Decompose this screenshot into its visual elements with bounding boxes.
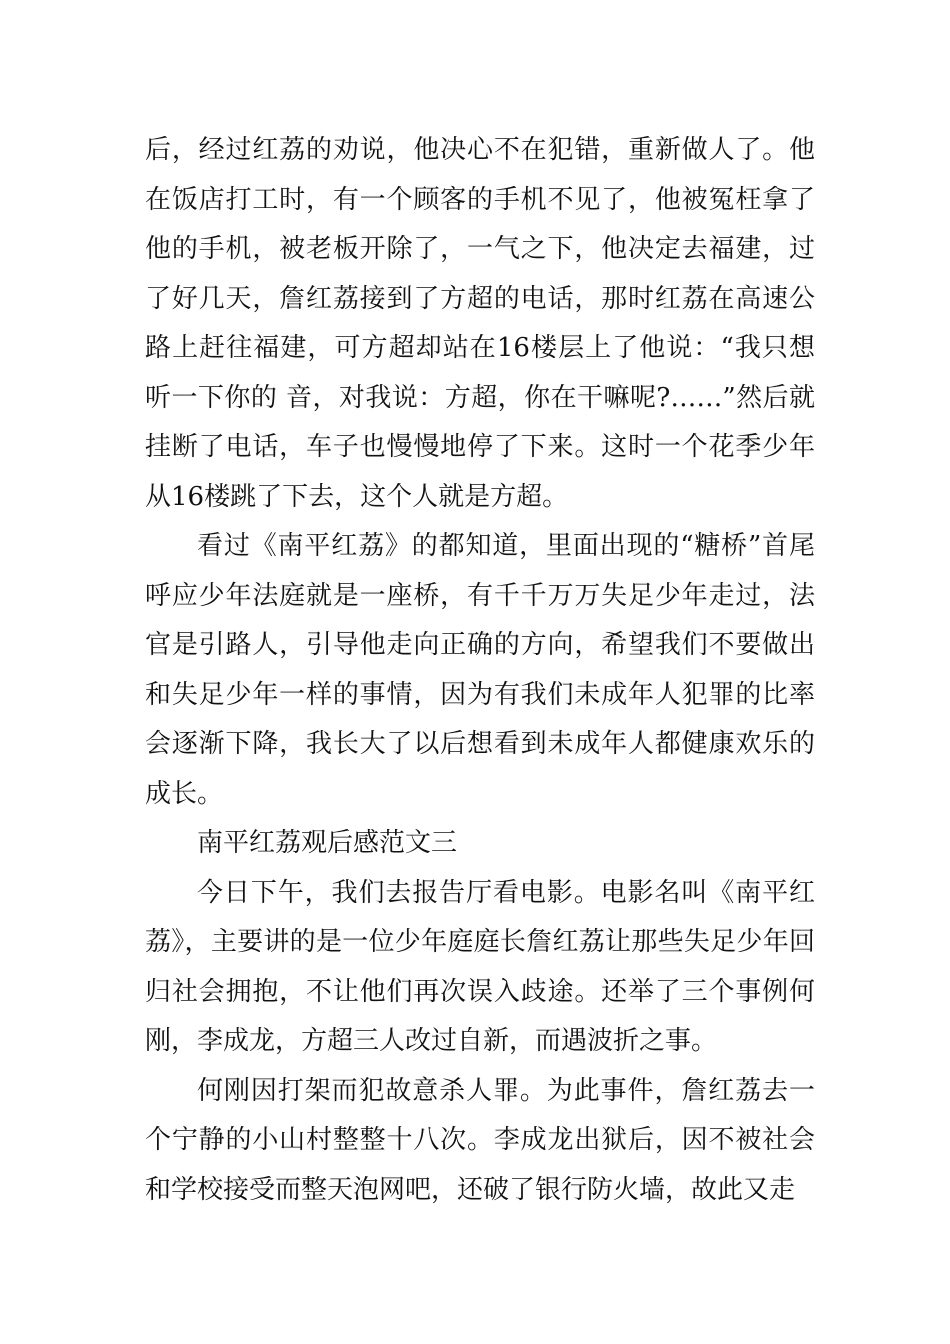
- paragraph-hegang-story: 何刚因打架而犯故意杀人罪。为此事件，詹红荔去一个宁静的小山村整整十八次。李成龙出狱后，因不被社会和学校接受而整天泡网吧，还破了银行防火墙，故此又走: [145, 1075, 815, 1205]
- section-heading: 南平红荔观后感范文三: [197, 828, 458, 858]
- paragraph-continuation: 后，经过红荔的劝说，他决心不在犯错，重新做人了。他在饭店打工时，有一个顾客的手机不见了，他被冤枉拿了他的手机，被老板开除了，一气之下，他决定去福建，过了好几天，詹红荔接到了方超的电话，那时红荔在高速公路上赶往福建，可方超却站在16楼层上了他说：“我只想听一下你的 音，对我说：方超，你在干嘛呢?……”然后就挂断了电话，车子也慢慢地停了下来。这时一个花季少年从16楼跳了下去，这个人就是方超。: [145, 135, 815, 512]
- document-page: [145, 126, 815, 1215]
- paragraph-movie-intro: 今日下午，我们去报告厅看电影。电影名叫《南平红荔》，主要讲的是一位少年庭庭长詹红荔让那些失足少年回归社会拥抱，不让他们再次误入歧途。还举了三个事例何刚，李成龙，方超三人改过自新，而遇波折之事。: [145, 877, 815, 1056]
- paragraph-nanping-honglì-reflection: 看过《南平红荔》的都知道，里面出现的“糖桥”首尾呼应少年法庭就是一座桥，有千千万万失足少年走过，法官是引路人，引导他走向正确的方向，希望我们不要做出和失足少年一样的事情，因为有我们未成年人犯罪的比率会逐渐下降，我长大了以后想看到未成年人都健康欢乐的成长。: [145, 531, 815, 809]
